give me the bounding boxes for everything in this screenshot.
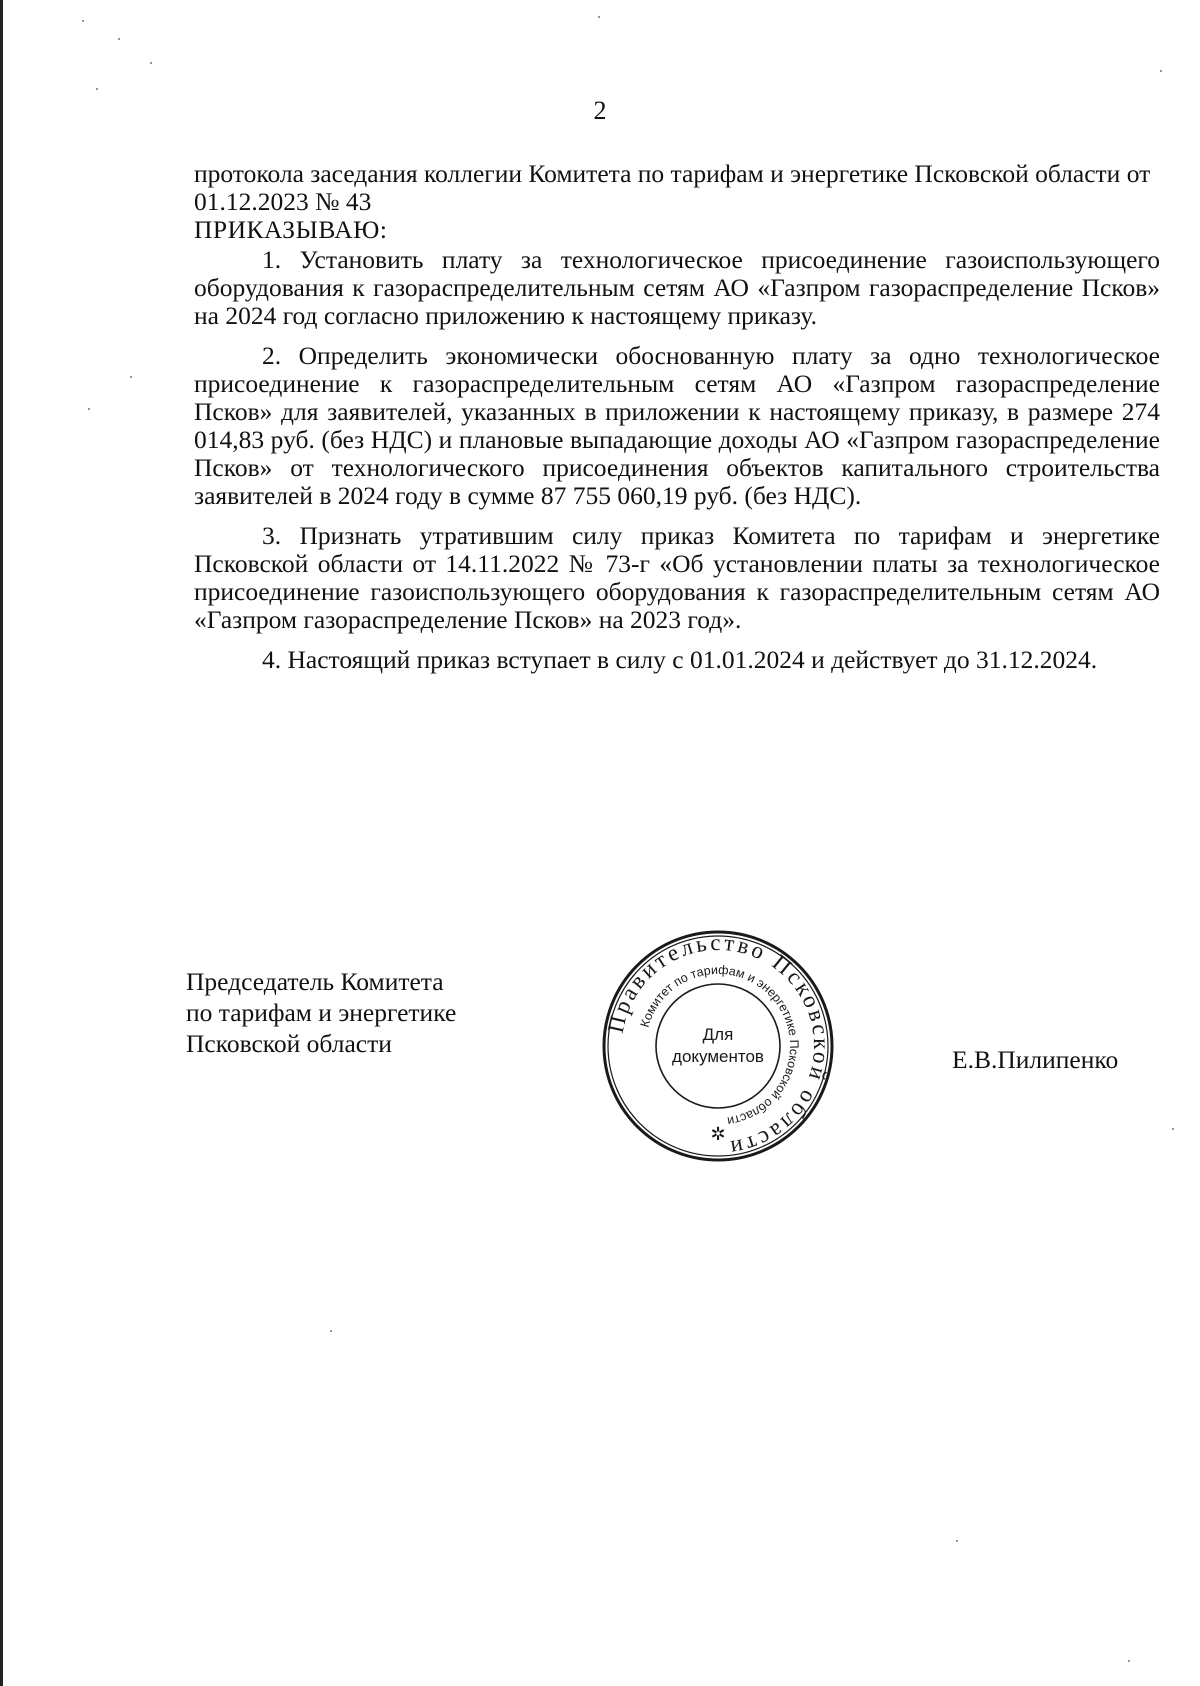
scan-left-edge — [0, 0, 3, 1686]
stamp-center-line-2: документов — [672, 1047, 764, 1066]
signer-title-line: Председатель Комитета — [186, 967, 444, 996]
order-item-1: 1. Установить плату за технологическое присоединение газоиспользующего оборудования к газораспределительным сетям АО «Газпром газораспределение Псков» на 2024 год согласно приложению к настоящему приказу. — [194, 245, 1160, 330]
scan-speck — [88, 408, 90, 410]
signer-title-line: по тарифам и энергетике — [186, 998, 457, 1027]
order-item-3: 3. Признать утратившим силу приказ Комитета по тарифам и энергетике Псковской области от 14.11.2022 № 73-г «Об установлении платы за технологическое присоединение газоиспользующего оборудования к газораспределительным сетям АО «Газпром газораспределение Псков» на 2023 год». — [194, 521, 1160, 634]
signer-title-line: Псковской области — [186, 1029, 392, 1058]
order-item-4: 4. Настоящий приказ вступает в силу с 01.01.2024 и действует до 31.12.2024. — [262, 645, 1098, 674]
scan-speck — [150, 62, 152, 64]
stamp-star-icon: ✲ — [710, 1124, 726, 1145]
stamp-outer-text: Правительство Псковской области — [602, 929, 835, 1162]
scan-speck — [96, 88, 98, 90]
order-body — [194, 160, 1160, 686]
stamp-seal — [600, 928, 836, 1164]
scan-speck — [956, 1540, 958, 1542]
stamp-center-line-1: Для — [702, 1025, 734, 1044]
stamp-inner-text: Комитет по тарифам и энергетике Псковской области — [637, 962, 802, 1129]
scan-speck — [1128, 1660, 1130, 1662]
scan-speck — [1160, 70, 1162, 72]
order-item-2: 2. Определить экономически обоснованную плату за одно технологическое присоединение к газораспределительным сетям АО «Газпром газораспределение Псков» для заявителей, указанных в приложении к настоящему приказу, в размере 274 014,83 руб. (без НДС) и плановые выпадающие доходы АО «Газпром газораспределение Псков» от технологического присоединения объектов капитального строительства заявителей в 2024 году в сумме 87 755 060,19 руб. (без НДС). — [194, 341, 1160, 510]
page-number: 2 — [593, 96, 607, 125]
scan-speck — [118, 38, 120, 40]
signer-name: Е.В.Пилипенко — [952, 1045, 1119, 1074]
scan-speck — [598, 16, 600, 18]
scan-speck — [330, 1330, 332, 1332]
order-word: ПРИКАЗЫВАЮ: — [194, 215, 388, 244]
scan-speck — [82, 20, 84, 22]
signer-title — [186, 966, 456, 1059]
scan-speck — [130, 376, 132, 378]
intro-paragraph: протокола заседания коллегии Комитета по тарифам и энергетике Псковской области от 01.12.2023 № 43 — [194, 159, 1151, 216]
scan-speck — [1172, 1128, 1174, 1130]
official-stamp — [600, 928, 836, 1164]
